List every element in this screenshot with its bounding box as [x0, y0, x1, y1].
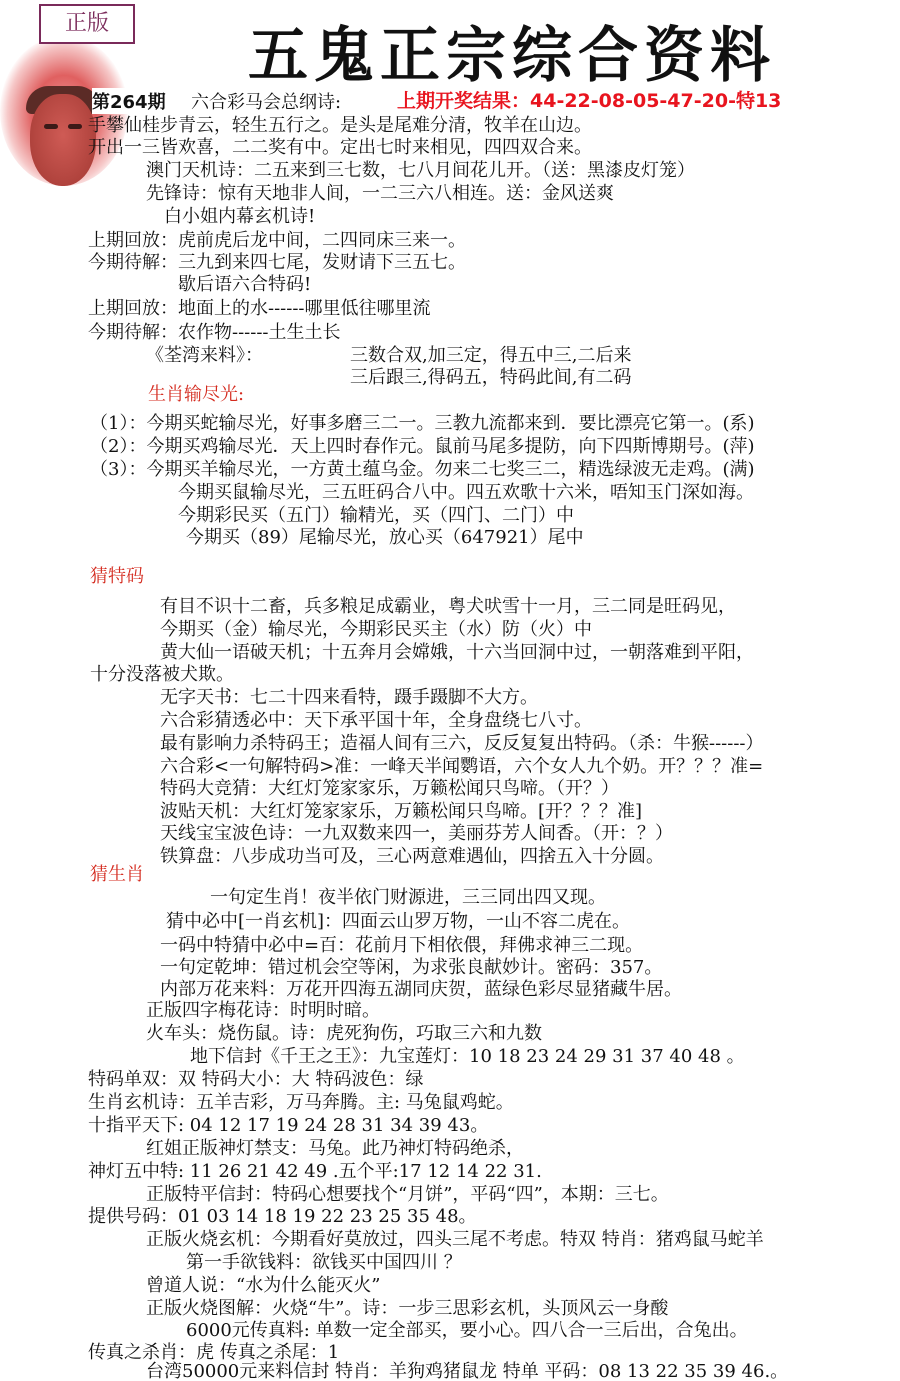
text-line: 曾道人说：“水为什么能灭火”	[146, 1275, 381, 1296]
text-line: 一句定生肖！夜半依门财源进，三三同出四又现。	[210, 887, 606, 908]
section-header-shengxiao: 生肖输尽光:	[148, 384, 245, 405]
text-line: 特码大竞猜：大红灯笼家家乐，万籁松闻只鸟啼。（开？）	[160, 778, 619, 799]
text-line: 《荃湾来料》：	[146, 345, 263, 366]
text-line: 今期买鼠输尽光，三五旺码合八中。四五欢歌十六米，唔知玉门深如海。	[178, 482, 754, 503]
text-line: 六合彩<一句解特码>准：一峰天半闻鹦语，六个女人九个奶。开？？？准=	[160, 756, 764, 777]
text-line: 今期买（89）尾输尽光，放心买（647921）尾中	[186, 527, 584, 548]
text-line: 今期待解：农作物------土生土长	[88, 322, 341, 343]
portrait-eye-right	[68, 124, 82, 129]
text-line: 开出一三皆欢喜，二二奖有中。定出七时来相见，四四双合来。	[88, 137, 592, 158]
text-line: 神灯五中特: 11 26 21 42 49 .五个平:17 12 14 22 31.	[88, 1161, 542, 1182]
text-line: 正版特平信封：特码心想要找个“月饼”，平码“四”，本期：三七。	[146, 1184, 669, 1205]
text-line: 内部万花来料：万花开四海五湖同庆贺，蓝绿色彩尽显猪藏牛居。	[160, 979, 682, 1000]
text-line: 铁算盘：八步成功当可及，三心两意难遇仙，四捨五入十分圆。	[160, 846, 664, 867]
portrait-face	[30, 94, 96, 186]
text-line: 正版火烧玄机：今期看好莫放过，四头三尾不考虑。特双 特肖：猪鸡鼠马蛇羊	[146, 1229, 764, 1250]
text-line: 无字天书：七二十四来看特，蹑手蹑脚不大方。	[160, 687, 538, 708]
text-line: （2）：今期买鸡输尽光．天上四时春作元。鼠前马尾多提防，向下四斯博期号。(萍)	[90, 436, 755, 457]
portrait-eye-left	[44, 124, 58, 129]
text-line: 三后跟三,得码五，特码此间,有二码	[350, 367, 632, 388]
text-line: 台湾50000元来料信封 特肖：羊狗鸡猪鼠龙 特单 平码：08 13 22 35 39 46.。	[146, 1361, 789, 1381]
text-line: 提供号码：01 03 14 18 19 22 23 25 35 48。	[88, 1206, 477, 1227]
text-line: 歇后语六合特码!	[178, 274, 312, 295]
text-line: 今期买（金）输尽光，今期彩民买主（水）防（火）中	[160, 619, 592, 640]
text-line: 红姐正版神灯禁支：马兔。此乃神灯特码绝杀，	[146, 1138, 524, 1159]
section-header-guess-code: 猜特码	[90, 566, 144, 587]
text-line: 火车头：烧伤鼠。诗：虎死狗伤，巧取三六和九数	[146, 1023, 542, 1044]
text-line: 上期回放：虎前虎后龙中间，二四同床三来一。	[88, 230, 466, 251]
text-line: 十指平天下: 04 12 17 19 24 28 31 34 39 43。	[88, 1115, 489, 1136]
text-line: 有目不识十二畜，兵多粮足成霸业，粤犬吠雪十一月，三二同是旺码见，	[160, 596, 736, 617]
text-line: 正版四字梅花诗：时明时暗。	[146, 1000, 380, 1021]
text-line: 一句定乾坤：错过机会空等闲，为求张良献妙计。密码：357。	[160, 957, 663, 978]
text-line: 手攀仙桂步青云，轻生五行之。是头是尾难分清，牧羊在山边。	[88, 115, 592, 136]
text-line: 六合彩猜透必中：天下承平国十年，全身盘绕七八寸。	[160, 710, 592, 731]
text-line: 先锋诗：惊有天地非人间，一二三六八相连。送：金风送爽	[146, 183, 614, 204]
text-line: 6000元传真料: 单数一定全部买，要小心。四八合一三后出，合兔出。	[186, 1320, 748, 1341]
text-line: （3）：今期买羊输尽光，一方黄土蕴乌金。勿来二七奖三二，精选绿波无走鸡。(满)	[90, 459, 755, 480]
text-line: 波贴天机：大红灯笼家家乐，万籁松闻只鸟啼。[开？？？准]	[160, 801, 643, 822]
text-line: 第一手欲钱料：欲钱买中国四川 ？	[186, 1252, 462, 1273]
text-line: 白小姐内幕玄机诗!	[164, 206, 316, 227]
page-title: 五鬼正宗综合资料	[248, 21, 776, 91]
text-line: 六合彩马会总纲诗:	[191, 92, 342, 113]
text-line: 特码单双：双 特码大小：大 特码波色：绿	[88, 1069, 424, 1090]
text-line: 最有影响力杀特码王；造福人间有三六，反反复复出特码。（杀：牛猴------）	[160, 733, 764, 754]
text-line: 正版火烧图解：火烧“牛”。诗：一步三思彩玄机，头顶风云一身酸	[146, 1298, 669, 1319]
issue-number: 第264期	[92, 88, 166, 114]
text-line: 今期彩民买（五门）输精光，买（四门、二门）中	[178, 505, 574, 526]
text-line: 猜中必中[一肖玄机]：四面云山罗万物，一山不容二虎在。	[166, 911, 631, 932]
text-line: （1）：今期买蛇输尽光，好事多磨三二一。三教九流都来到．要比漂亮它第一。(系)	[90, 413, 755, 434]
last-draw-result: 上期开奖结果：44-22-08-05-47-20-特13	[397, 90, 782, 112]
text-line: 天线宝宝波色诗：一九双数来四一，美丽芬芳人间香。（开：？）	[160, 823, 673, 844]
section-header-guess-zodiac: 猜生肖	[90, 864, 144, 885]
text-line: 一码中特猜中必中=百：花前月下相依偎，拜佛求神三二现。	[160, 935, 644, 956]
text-line: 地下信封《千王之王》：九宝莲灯：10 18 23 24 29 31 37 40 48 。	[190, 1046, 745, 1067]
zhengban-badge: 正版	[39, 4, 135, 44]
text-line: 十分没落被犬欺。	[90, 664, 234, 685]
text-line: 黄大仙一语破天机；十五奔月会嫦娥，十六当回洞中过，一朝落难到平阳，	[160, 642, 754, 663]
text-line: 今期待解：三九到来四七尾，发财请下三五七。	[88, 252, 466, 273]
text-line: 传真之杀肖：虎 传真之杀尾：1	[88, 1342, 340, 1363]
text-line: 生肖玄机诗：五羊吉彩，万马奔腾。主: 马兔鼠鸡蛇。	[88, 1092, 514, 1113]
text-line: 澳门天机诗：二五来到三七数，七八月间花儿开。（送：黑漆皮灯笼）	[146, 160, 695, 181]
text-line: 上期回放：地面上的水------哪里低往哪里流	[88, 298, 431, 319]
text-line: 三数合双,加三定，得五中三,二后来	[350, 345, 632, 366]
